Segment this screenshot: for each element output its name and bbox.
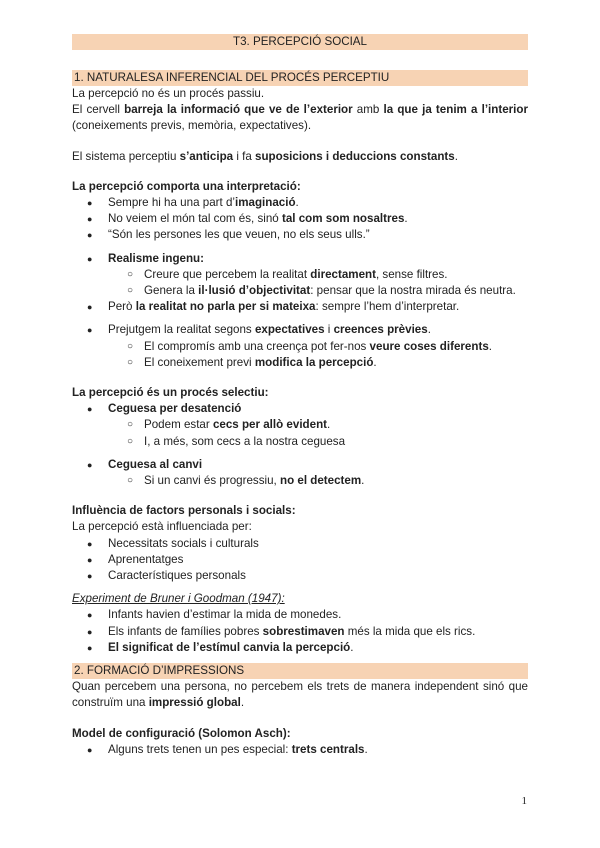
list-item: ● “Són les persones les que veuen, no els seus ulls.” (72, 227, 528, 243)
paragraph: El sistema perceptiu s’anticipa i fa suposicions i deduccions constants. (72, 149, 458, 163)
list-item: ● Aprenentatges (72, 552, 528, 568)
list-item: ● Alguns trets tenen un pes especial: trets centrals. (72, 742, 528, 758)
paragraph: El cervell barreja la informació que ve de l’exterior amb la que ja tenim a l’interior (coneixements previs, memòria, expectatives). (72, 103, 528, 133)
list-subitem: ○ El coneixement previ modifica la percepció. (72, 355, 528, 371)
bullet-list (72, 457, 528, 489)
list-subitem: ○ El compromís amb una creença pot fer-nos veure coses diferents. (72, 339, 528, 355)
list-item: ● No veiem el món tal com és, sinó tal com som nosaltres. (72, 211, 528, 227)
subheading: Model de configuració (Solomon Asch): (72, 726, 291, 740)
list-subitem: ○ Podem estar cecs per allò evident. (72, 417, 528, 433)
document-page (72, 34, 528, 758)
paragraph: La percepció està influenciada per: (72, 520, 252, 534)
section-1-heading: 1. NATURALESA INFERENCIAL DEL PROCÉS PERCEPTIU (72, 70, 528, 86)
list-subitem: ○ Si un canvi és progressiu, no el detectem. (72, 473, 528, 489)
bullet-list (72, 742, 528, 758)
list-subitem: ○ Creure que percebem la realitat directament, sense filtres. (72, 267, 528, 283)
bullet-list (72, 195, 528, 244)
list-item: ● Característiques personals (72, 568, 528, 584)
list-item: ● Els infants de famílies pobres sobrestimaven més la mida que els rics. (72, 624, 528, 640)
bullet-list (72, 251, 528, 316)
bullet-list (72, 607, 528, 656)
subheading: La percepció comporta una interpretació: (72, 179, 301, 193)
subheading: Influència de factors personals i socials: (72, 504, 296, 518)
paragraph: La percepció no és un procés passiu. (72, 87, 265, 100)
bullet-list (72, 322, 528, 371)
list-item: ● Ceguesa per desatenció (72, 401, 528, 417)
page-number: 1 (521, 795, 527, 807)
list-item: ● El significat de l’estímul canvia la percepció. (72, 640, 528, 656)
list-item: ● Realisme ingenu: (72, 251, 528, 267)
experiment-title: Experiment de Bruner i Goodman (1947): (72, 592, 285, 606)
list-subitem: ○ I, a més, som cecs a la nostra ceguesa (72, 434, 528, 450)
bullet-list (72, 536, 528, 585)
list-item: ● Ceguesa al canvi (72, 457, 528, 473)
list-item: ● Infants havien d’estimar la mida de monedes. (72, 607, 528, 623)
subheading: La percepció és un procés selectiu: (72, 386, 269, 400)
section-2-heading: 2. FORMACIÓ D’IMPRESSIONS (72, 663, 528, 679)
list-item: ● Necessitats socials i culturals (72, 536, 528, 552)
document-title: T3. PERCEPCIÓ SOCIAL (72, 34, 528, 50)
paragraph: Quan percebem una persona, no percebem els trets de manera independent sinó que construïm una impressió global. (72, 680, 528, 710)
list-item: ● Però la realitat no parla per si mateixa: sempre l’hem d’interpretar. (72, 299, 528, 315)
list-subitem: ○ Genera la il·lusió d’objectivitat: pensar que la nostra mirada és neutra. (72, 283, 528, 299)
list-item: ● Prejutgem la realitat segons expectatives i creences prèvies. (72, 322, 528, 338)
bullet-list (72, 401, 528, 450)
list-item: ● Sempre hi ha una part d’imaginació. (72, 195, 528, 211)
